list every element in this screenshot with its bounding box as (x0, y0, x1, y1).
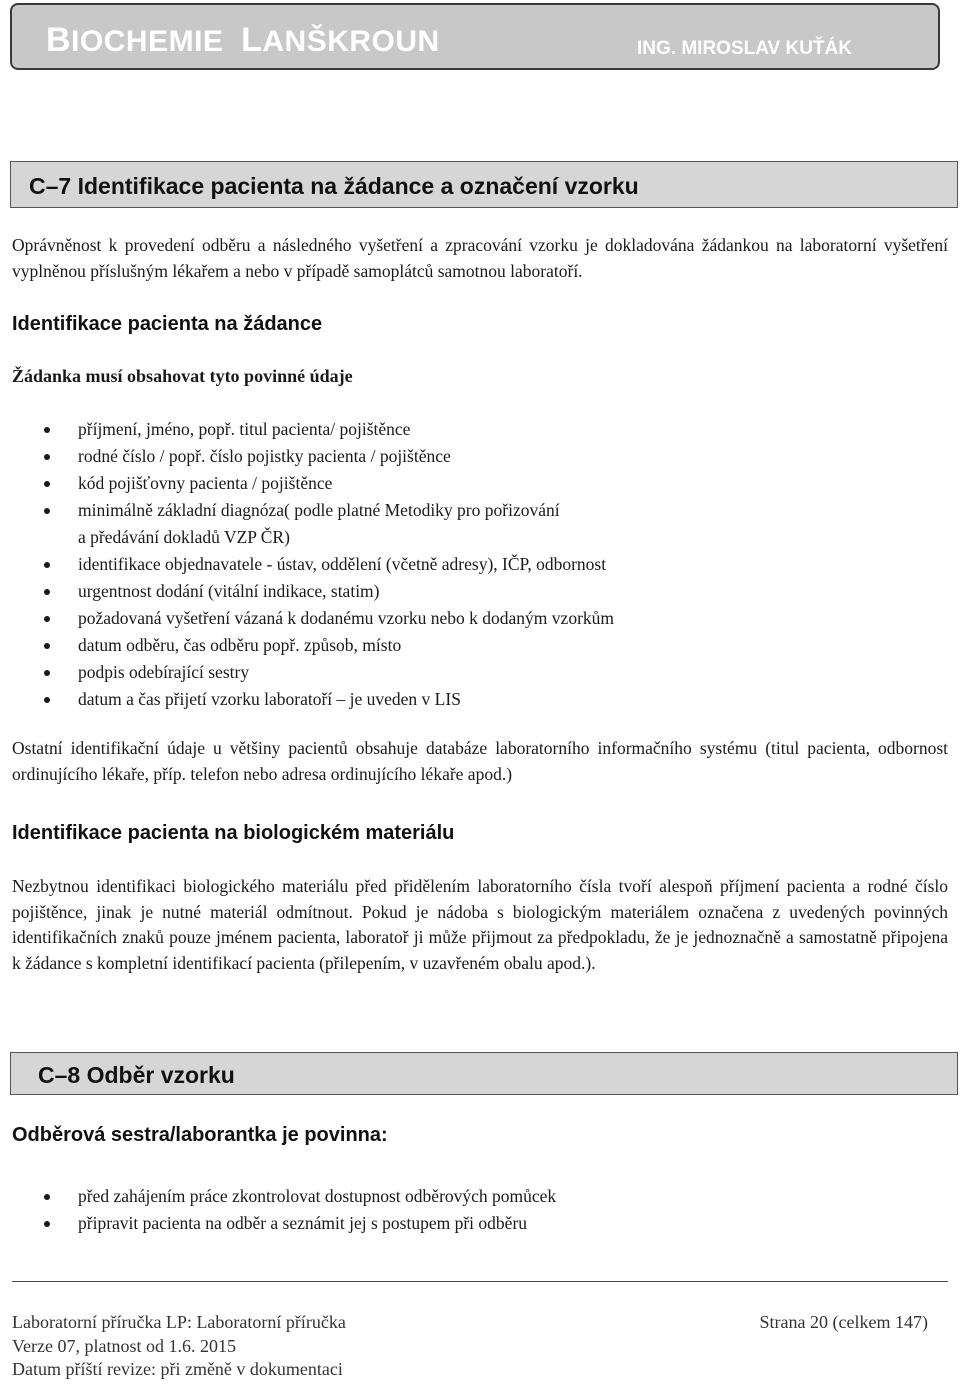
brand-word-2: ANŠKROUN (262, 25, 440, 58)
author-name: ING. MIROSLAV KUŤÁK (637, 38, 852, 59)
footer-divider (12, 1281, 948, 1282)
list-item: minimálně základní diagnóza( podle platné Metodiky pro pořizování a předávání dokladů VZP ČR) (0, 497, 614, 551)
other-info-paragraph: Ostatní identifikační údaje u většiny pacientů obsahuje databáze laboratorního informačního systému (titul pacienta, odbornost ordinujícího lékaře, příp. telefon nebo adresa ordinujícího lékaře apod.) (12, 738, 948, 784)
bullet-dot-icon (44, 427, 50, 433)
bullet-dot-icon (44, 508, 50, 514)
footer-version: Verze 07, platnost od 1.6. 2015 (12, 1336, 236, 1356)
section-c8-title: C–8 Odběr vzorku (38, 1062, 235, 1088)
brand-word-1: IOCHEMIE (71, 25, 224, 58)
required-list (0, 416, 614, 713)
list-item: požadovaná vyšetření vázaná k dodanému vzorku nebo k dodaným vzorkům (0, 605, 614, 632)
list-item: rodné číslo / popř. číslo pojistky pacienta / pojištěnce (0, 443, 614, 470)
list-item: před zahájením práce zkontrolovat dostupnost odběrových pomůcek (0, 1183, 556, 1210)
bullet-dot-icon (44, 697, 50, 703)
bio-material-paragraph: Nezbytnou identifikaci biologického materiálu před přidělením laboratorního čísla tvoří alespoň příjmení pacienta a rodné číslo pojištěnce, jinak je nutné materiál odmítnout. Pokud je nádoba s biologickým materiálem označena z uvedených povinných identifikačních znaků pouze jménem pacienta, laboratoř ji může přijmout za předpokladu, že je jednoznačně a samostatně připojena k žádance s kompletní identifikací pacienta (přilepením, v uzavřeném obalu apod.). (12, 876, 948, 974)
list-item: urgentnost dodání (vitální indikace, statim) (0, 578, 614, 605)
bullet-dot-icon (44, 1221, 50, 1227)
bullet-dot-icon (44, 589, 50, 595)
nurse-duties-list (0, 1183, 556, 1237)
brand-initial-l: L (241, 21, 263, 59)
required-heading: Žádanka musí obsahovat tyto povinné údaje (12, 366, 353, 386)
brand-initial-b: B (46, 21, 72, 59)
bullet-dot-icon (44, 1194, 50, 1200)
ident-heading: Identifikace pacienta na žádance (12, 313, 323, 335)
list-item: příjmení, jméno, popř. titul pacienta/ pojištěnce (0, 416, 614, 443)
list-item: připravit pacienta na odběr a seznámit jej s postupem při odběru (0, 1210, 556, 1237)
section-c8-title-box (10, 1052, 958, 1095)
intro-paragraph: Oprávněnost k provedení odběru a následného vyšetření a zpracování vzorku je dokladována žádankou na laboratorní vyšetření vyplněnou příslušným lékařem a nebo v případě samoplátců samotnou laboratoří. (12, 235, 948, 281)
footer-revision: Datum příští revize: při změně v dokumentaci (12, 1359, 343, 1379)
section-c7-title: C–7 Identifikace pacienta na žádance a označení vzorku (29, 173, 639, 199)
bio-material-heading: Identifikace pacienta na biologickém materiálu (12, 822, 455, 844)
list-item: identifikace objednavatele - ústav, oddělení (včetně adresy), IČP, odbornost (0, 551, 614, 578)
list-item-continuation: a předávání dokladů VZP ČR) (78, 527, 290, 547)
document-header (10, 3, 940, 70)
footer-manual-name: Laboratorní příručka LP: Laboratorní příručka (12, 1312, 346, 1332)
bullet-dot-icon (44, 481, 50, 487)
brand-title (46, 21, 440, 60)
list-item: datum odběru, čas odběru popř. způsob, místo (0, 632, 614, 659)
section-c7-title-box (10, 161, 958, 208)
list-item: kód pojišťovny pacienta / pojištěnce (0, 470, 614, 497)
bullet-dot-icon (44, 616, 50, 622)
list-item: podpis odebírající sestry (0, 659, 614, 686)
bullet-dot-icon (44, 454, 50, 460)
page-number: Strana 20 (celkem 147) (759, 1312, 928, 1332)
nurse-heading: Odběrová sestra/laborantka je povinna: (12, 1124, 388, 1146)
bullet-dot-icon (44, 643, 50, 649)
list-item: datum a čas přijetí vzorku laboratoří – je uveden v LIS (0, 686, 614, 713)
bullet-dot-icon (44, 670, 50, 676)
bullet-dot-icon (44, 562, 50, 568)
